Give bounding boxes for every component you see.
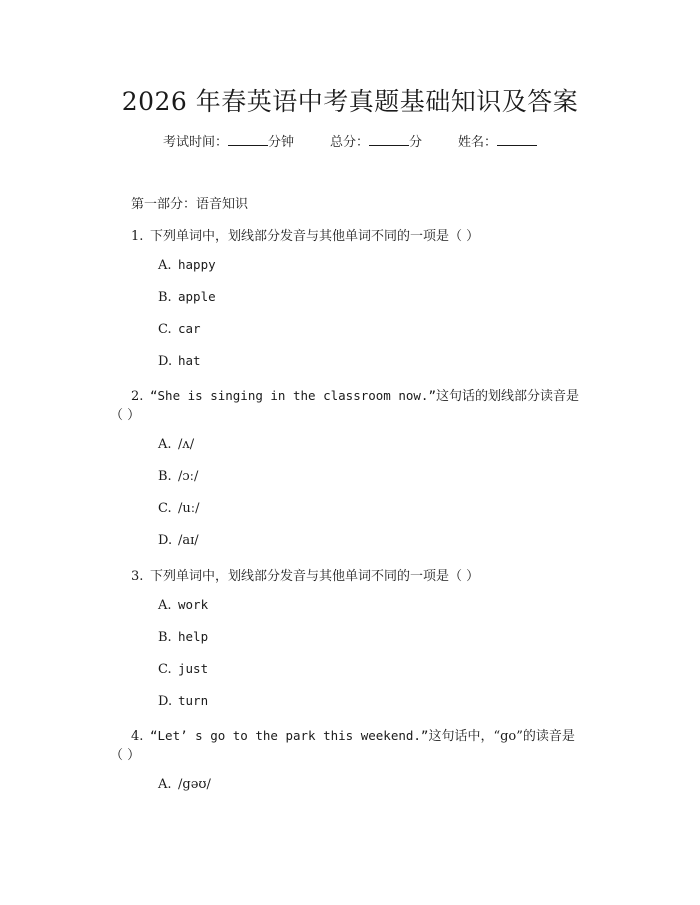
option-label: A.	[158, 437, 172, 452]
score-label: 总分：	[329, 135, 369, 150]
question-1-option-d	[158, 353, 201, 369]
question-1-option-a	[158, 257, 216, 273]
question-text: 这句话中，“go”的读音是	[428, 729, 575, 744]
score-blank	[369, 133, 409, 146]
question-3	[131, 565, 479, 584]
question-4-option-a	[158, 777, 211, 792]
question-number: 3.	[131, 569, 144, 584]
time-label: 考试时间：	[162, 135, 228, 150]
option-label: B.	[158, 630, 172, 645]
question-2-option-b	[158, 469, 198, 484]
question-3-option-c	[158, 661, 208, 677]
option-label: D.	[158, 533, 173, 548]
option-text: hat	[178, 353, 201, 368]
question-3-option-b	[158, 629, 208, 645]
question-3-option-d	[158, 693, 208, 709]
option-label: B.	[158, 290, 172, 305]
exam-info-line	[0, 131, 700, 150]
option-text: turn	[178, 693, 209, 708]
question-quote: “She is singing in the classroom now.”	[150, 388, 436, 403]
option-text: /uː/	[178, 501, 200, 516]
time-unit: 分钟	[267, 135, 294, 150]
question-number: 4.	[131, 729, 144, 744]
question-number: 2.	[131, 389, 144, 404]
option-label: B.	[158, 469, 172, 484]
option-label: A.	[158, 777, 172, 792]
section-heading: 第一部分：语音知识	[131, 197, 249, 212]
question-3-option-a	[158, 597, 208, 613]
option-text: apple	[178, 289, 216, 304]
question-text: 下列单词中，划线部分发音与其他单词不同的一项是（ ）	[150, 569, 480, 584]
option-text: happy	[178, 257, 216, 272]
question-4-continuation: （ ）	[110, 748, 141, 763]
score-unit: 分	[409, 135, 423, 150]
question-2-continuation: （ ）	[110, 408, 141, 423]
question-1-option-c	[158, 321, 201, 337]
question-4	[131, 725, 575, 744]
page-title: 2026 年春英语中考真题基础知识及答案	[121, 87, 579, 116]
time-blank	[228, 133, 268, 146]
option-text: /aɪ/	[178, 533, 199, 548]
name-label: 姓名：	[458, 135, 498, 150]
question-text: 下列单词中，划线部分发音与其他单词不同的一项是（ ）	[150, 229, 480, 244]
question-2-option-c	[158, 501, 200, 516]
option-text: /ʌ/	[178, 437, 195, 452]
name-blank	[497, 133, 537, 146]
option-text: /gəʊ/	[178, 777, 211, 792]
option-text: work	[178, 597, 209, 612]
option-text: just	[178, 661, 209, 676]
question-2-option-d	[158, 533, 199, 548]
option-label: C.	[158, 322, 172, 337]
option-label: C.	[158, 501, 172, 516]
question-1	[131, 225, 479, 244]
option-label: A.	[158, 258, 172, 273]
option-text: help	[178, 629, 209, 644]
option-label: D.	[158, 354, 173, 369]
option-label: A.	[158, 598, 172, 613]
option-label: C.	[158, 662, 172, 677]
question-2	[131, 385, 579, 404]
question-2-option-a	[158, 437, 194, 452]
question-1-option-b	[158, 289, 216, 305]
question-quote: “Let’ s go to the park this weekend.”	[150, 728, 429, 743]
question-number: 1.	[131, 229, 144, 244]
question-text: 这句话的划线部分读音是	[435, 389, 579, 404]
option-label: D.	[158, 694, 173, 709]
option-text: /ɔː/	[178, 469, 199, 484]
option-text: car	[178, 321, 201, 336]
